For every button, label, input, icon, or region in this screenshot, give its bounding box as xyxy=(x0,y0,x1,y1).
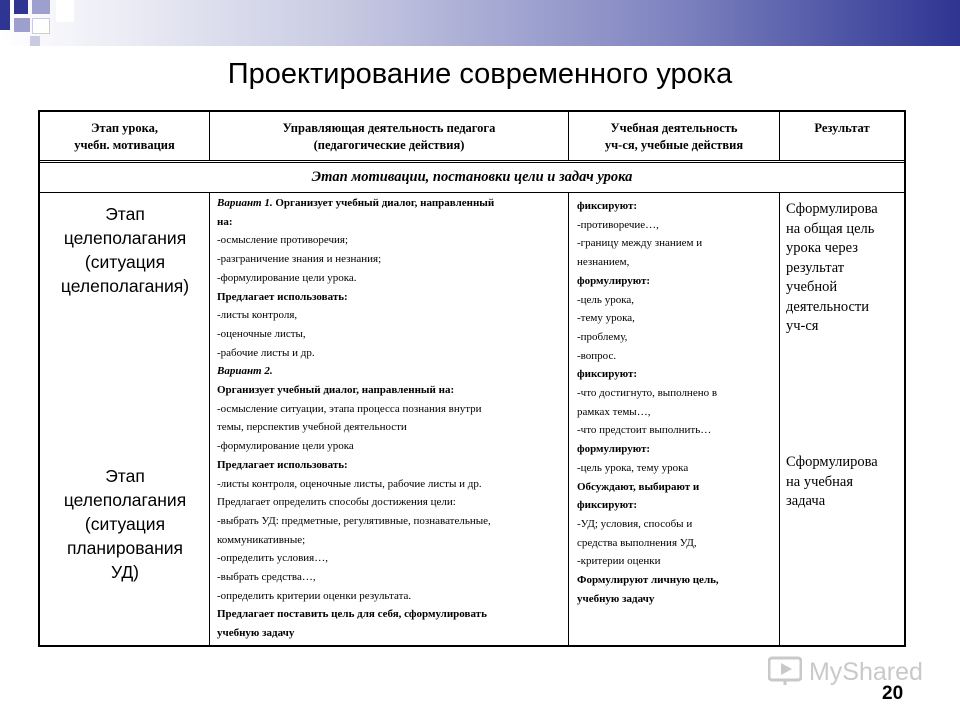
stage-text: (ситуация xyxy=(84,514,166,534)
teacher-activity-list xyxy=(217,194,494,643)
stage-text: Этап xyxy=(105,204,145,224)
teacher-line-text: -осмысление ситуации, этапа процесса познания внутри xyxy=(217,402,482,415)
teacher-line-text: -выбрать средства…, xyxy=(217,571,316,584)
teacher-line-text: Организует учебный диалог, направленный на: xyxy=(217,384,455,397)
teacher-line xyxy=(217,605,494,624)
teacher-line xyxy=(217,288,494,307)
header-text: Этап урока, xyxy=(90,121,159,135)
teacher-line xyxy=(217,437,494,456)
teacher-line-text: Вариант 1. xyxy=(217,197,276,209)
student-line: -противоречие…, xyxy=(577,218,659,231)
stage-text: целеполагания xyxy=(63,490,187,510)
student-line: фиксируют: xyxy=(577,499,638,512)
stage-goal-setting xyxy=(40,202,210,298)
student-line: -критерии оценки xyxy=(577,555,661,568)
result-text: Сформулирова xyxy=(786,201,878,217)
student-line: формулируют: xyxy=(577,443,651,456)
header-result xyxy=(780,112,904,160)
student-line: -цель урока, тему урока xyxy=(577,461,689,474)
result-text: Сформулирова xyxy=(786,454,878,470)
student-line: рамках темы…, xyxy=(577,405,651,418)
teacher-line-text: коммуникативные; xyxy=(217,533,306,546)
teacher-line-text: Предлагает поставить цель для себя, сформулировать xyxy=(217,608,487,621)
result-2 xyxy=(786,453,898,512)
stage-text: Этап xyxy=(105,466,145,486)
student-line: -что достигнуто, выполнено в xyxy=(577,387,718,400)
stage-text: УД) xyxy=(110,562,139,582)
result-text: уч-ся xyxy=(786,318,819,334)
teacher-line xyxy=(217,475,494,494)
result-text: результат xyxy=(786,259,845,276)
teacher-line-text: Предлагает использовать: xyxy=(217,458,348,471)
teacher-line-text: Предлагает определить способы достижения цели: xyxy=(217,496,456,509)
teacher-line xyxy=(217,325,494,344)
header-text: Результат xyxy=(814,121,870,135)
teacher-line-text: Организует учебный диалог, направленный xyxy=(275,197,495,209)
teacher-line xyxy=(217,306,494,325)
stage-planning xyxy=(40,464,210,584)
student-line: Обсуждают, выбирают и xyxy=(577,480,700,493)
teacher-line-text: -формулирование цели урока xyxy=(217,440,354,453)
header-text: (педагогические действия) xyxy=(313,138,465,152)
result-text: урока через xyxy=(786,240,858,256)
header-text: Управляющая деятельность педагога xyxy=(282,121,496,135)
lesson-table xyxy=(38,110,906,647)
teacher-line xyxy=(217,250,494,269)
student-line: учебную задачу xyxy=(577,592,655,605)
student-line: -вопрос. xyxy=(577,349,617,362)
teacher-line-text: -определить критерии оценки результата. xyxy=(217,589,412,602)
teacher-line xyxy=(217,624,494,643)
student-line: средства выполнения УД, xyxy=(577,536,697,549)
result-1 xyxy=(786,200,898,337)
teacher-line xyxy=(217,512,494,531)
result-text: учебной xyxy=(786,279,838,295)
teacher-line xyxy=(217,231,494,250)
result-text: задача xyxy=(786,493,826,509)
teacher-line-text: -разграничение знания и незнания; xyxy=(217,253,382,266)
teacher-line-text: -формулирование цели урока. xyxy=(217,271,357,284)
teacher-line xyxy=(217,587,494,606)
teacher-line-text: темы, перспектив учебной деятельности xyxy=(217,421,407,434)
teacher-line-text: учебную задачу xyxy=(217,627,295,640)
teacher-line-text: Вариант 2. xyxy=(217,365,273,378)
header-text: уч-ся, учебные действия xyxy=(604,138,744,152)
header-stage xyxy=(40,112,209,160)
student-line: фиксируют: xyxy=(577,200,638,212)
teacher-line-text: Предлагает использовать: xyxy=(217,290,348,303)
teacher-line xyxy=(217,269,494,288)
stage-text: планирования xyxy=(66,538,184,558)
teacher-line xyxy=(217,381,494,400)
teacher-line xyxy=(217,194,494,213)
teacher-line xyxy=(217,456,494,475)
teacher-line-text: на: xyxy=(217,215,233,228)
teacher-line xyxy=(217,549,494,568)
teacher-line xyxy=(217,344,494,363)
page-number: 20 xyxy=(882,683,904,704)
teacher-line-text: -осмысление противоречия; xyxy=(217,234,349,247)
stage-row-title: Этап мотивации, постановки цели и задач урока xyxy=(311,169,633,185)
header-text: учебн. мотивация xyxy=(74,138,175,152)
stage-text: целеполагания) xyxy=(60,276,190,296)
teacher-line xyxy=(217,493,494,512)
student-line: -что предстоит выполнить… xyxy=(577,424,712,437)
teacher-line xyxy=(217,418,494,437)
teacher-line-text: -листы контроля, оценочные листы, рабочие листы и др. xyxy=(217,477,482,490)
student-line: -цель урока, xyxy=(577,293,634,306)
stage-text: целеполагания xyxy=(63,228,187,248)
teacher-line-text: -определить условия…, xyxy=(217,552,328,565)
slideshow-icon xyxy=(768,656,802,686)
header-teacher-activity xyxy=(210,112,568,160)
teacher-line-text: -оценочные листы, xyxy=(217,327,306,340)
student-line: формулируют: xyxy=(577,274,651,287)
header-text: Учебная деятельность xyxy=(610,121,738,135)
student-line: Формулируют личную цель, xyxy=(577,574,719,587)
student-line: фиксируют: xyxy=(577,368,638,381)
page-title: Проектирование современного урока xyxy=(227,58,733,90)
teacher-line xyxy=(217,400,494,419)
student-line: -тему урока, xyxy=(577,312,635,325)
stage-text: (ситуация xyxy=(84,252,166,272)
student-line: -границу между знанием и xyxy=(577,237,703,250)
result-text: на учебная xyxy=(786,473,854,490)
student-line: незнанием, xyxy=(577,256,630,269)
result-text: на общая цель xyxy=(786,220,875,237)
teacher-line-text: -листы контроля, xyxy=(217,309,298,322)
student-line: -УД; условия, способы и xyxy=(577,517,693,530)
result-text: деятельности xyxy=(786,298,870,315)
student-activity-list xyxy=(577,197,719,608)
watermark-text: MyShared xyxy=(808,658,923,686)
header-student-activity xyxy=(569,112,779,160)
teacher-line xyxy=(217,362,494,381)
teacher-line xyxy=(217,568,494,587)
teacher-line xyxy=(217,531,494,550)
header-gradient-bar xyxy=(0,0,960,46)
teacher-line-text: -выбрать УД: предметные, регулятивные, познавательные, xyxy=(217,514,491,527)
teacher-line-text: -рабочие листы и др. xyxy=(217,346,315,359)
student-line: -проблему, xyxy=(577,330,628,343)
teacher-line xyxy=(217,213,494,232)
